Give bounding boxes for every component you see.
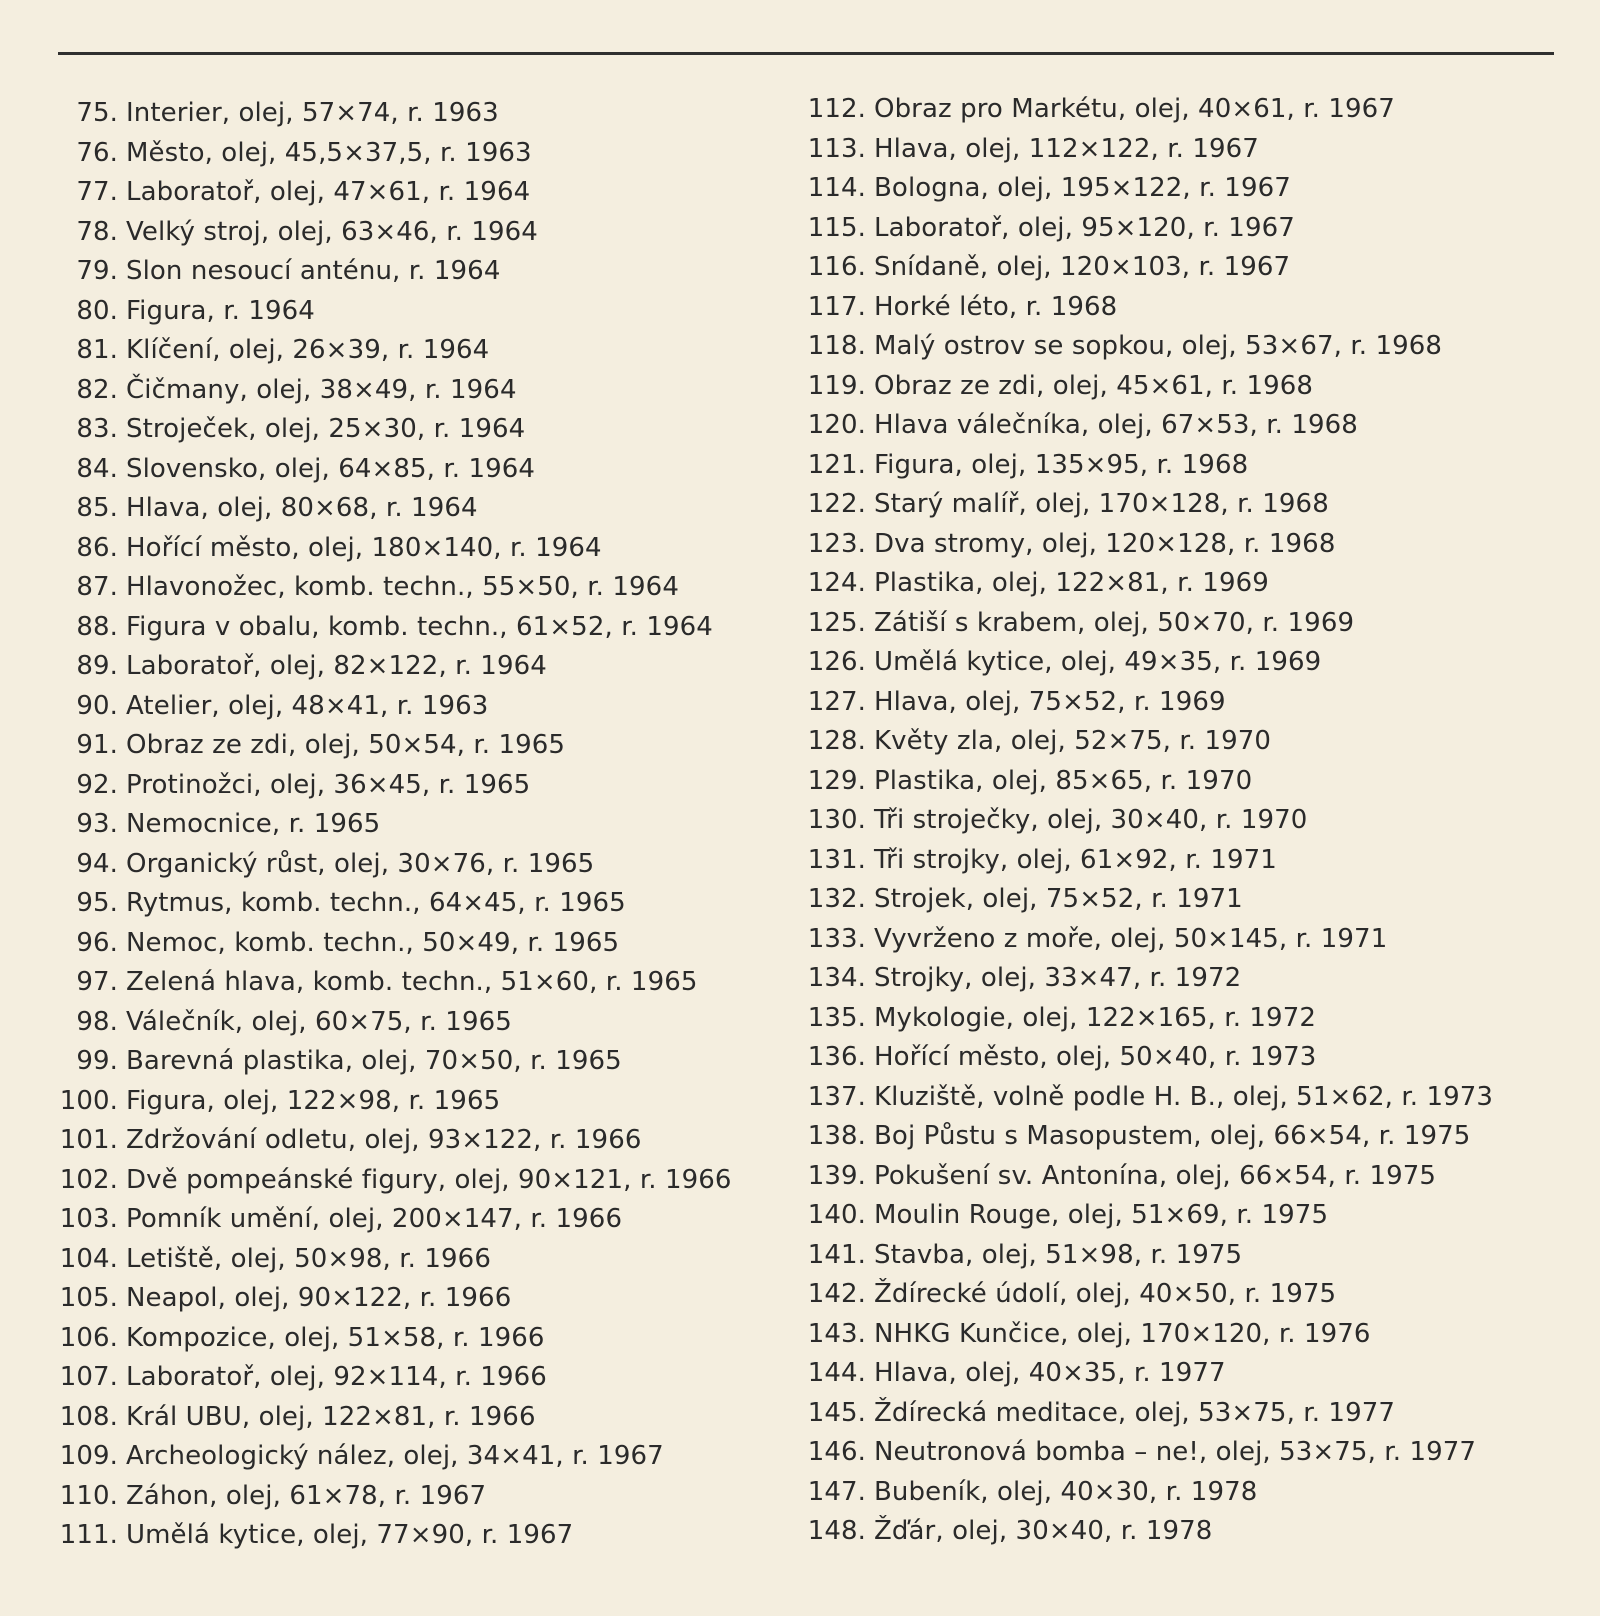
entry-number: 148. [807, 1516, 866, 1546]
entry-text: Strojek, olej, 75×52, r. 1971 [874, 884, 1243, 914]
entry-number: 135. [807, 1002, 866, 1033]
catalog-entry [790, 1354, 1550, 1394]
entry-text: Nemoc, komb. techn., 50×49, r. 1965 [126, 927, 620, 958]
entry-text: Snídaně, olej, 120×103, r. 1967 [874, 252, 1291, 282]
entry-text: Archeologický nález, olej, 34×41, r. 1967 [126, 1441, 664, 1471]
entry-number: 112. [807, 94, 866, 124]
entry-number: 102. [59, 1164, 118, 1195]
catalog-entry [790, 604, 1550, 644]
right-column [790, 90, 1550, 1552]
entry-text: Hlava, olej, 112×122, r. 1967 [874, 133, 1259, 164]
entry-number: 93. [76, 809, 118, 839]
catalog-entry [58, 884, 798, 924]
catalog-entry [790, 209, 1550, 249]
entry-text: Barevná plastika, olej, 70×50, r. 1965 [126, 1046, 622, 1076]
catalog-entry [58, 410, 798, 450]
entry-number: 108. [59, 1401, 118, 1432]
entry-text: NHKG Kunčice, olej, 170×120, r. 1976 [874, 1318, 1371, 1349]
entry-number: 79. [76, 256, 118, 286]
entry-number: 116. [807, 252, 866, 282]
entry-text: Bubeník, olej, 40×30, r. 1978 [874, 1476, 1258, 1507]
entry-text: Kluziště, volně podle H. B., olej, 51×62, r. 1973 [874, 1081, 1494, 1112]
entry-number: 128. [807, 726, 866, 756]
catalog-entry [790, 1315, 1550, 1355]
entry-number: 145. [807, 1397, 866, 1428]
entry-text: Pomník umění, olej, 200×147, r. 1966 [126, 1204, 623, 1234]
entry-number: 83. [76, 414, 118, 444]
entry-text: Starý malíř, olej, 170×128, r. 1968 [874, 489, 1329, 519]
entry-number: 104. [59, 1243, 118, 1274]
entry-number: 138. [807, 1121, 866, 1151]
entry-text: Laboratoř, olej, 92×114, r. 1966 [126, 1362, 547, 1392]
entry-text: Král UBU, olej, 122×81, r. 1966 [126, 1401, 536, 1432]
entry-text: Plastika, olej, 85×65, r. 1970 [874, 765, 1253, 796]
catalog-entry [58, 1319, 798, 1359]
entry-number: 122. [807, 489, 866, 519]
entry-number: 95. [76, 888, 118, 918]
entry-text: Klíčení, olej, 26×39, r. 1964 [126, 335, 490, 365]
entry-text: Květy zla, olej, 52×75, r. 1970 [874, 726, 1272, 756]
entry-number: 137. [807, 1081, 866, 1112]
catalog-entry [790, 762, 1550, 802]
catalog-entry [790, 801, 1550, 841]
catalog-entry [790, 1394, 1550, 1434]
catalog-entry [790, 525, 1550, 565]
catalog-entry [790, 999, 1550, 1039]
entry-text: Záhon, olej, 61×78, r. 1967 [126, 1480, 487, 1511]
entry-number: 85. [76, 493, 118, 523]
entry-text: Letiště, olej, 50×98, r. 1966 [126, 1243, 491, 1274]
entry-number: 90. [76, 690, 118, 721]
entry-text: Žďár, olej, 30×40, r. 1978 [874, 1516, 1213, 1546]
entry-number: 81. [76, 335, 118, 365]
catalog-entry [790, 1275, 1550, 1315]
entry-number: 75. [76, 98, 118, 128]
catalog-entry [790, 1473, 1550, 1513]
entry-number: 87. [76, 572, 118, 602]
entry-number: 98. [76, 1006, 118, 1037]
entry-text: Laboratoř, olej, 82×122, r. 1964 [126, 651, 547, 681]
entry-text: Organický růst, olej, 30×76, r. 1965 [126, 848, 595, 879]
left-column [58, 94, 798, 1556]
entry-text: Slon nesoucí anténu, r. 1964 [126, 256, 501, 286]
entry-text: Bologna, olej, 195×122, r. 1967 [874, 173, 1291, 203]
entry-number: 123. [807, 528, 866, 559]
entry-number: 113. [807, 133, 866, 164]
entry-text: Ždírecká meditace, olej, 53×75, r. 1977 [874, 1397, 1396, 1428]
entry-number: 140. [807, 1200, 866, 1230]
entry-text: Boj Půstu s Masopustem, olej, 66×54, r. 1975 [874, 1121, 1471, 1151]
entry-text: Velký stroj, olej, 63×46, r. 1964 [126, 216, 538, 247]
entry-number: 88. [76, 611, 118, 642]
catalog-entry [58, 1003, 798, 1043]
catalog-entry [58, 963, 798, 1003]
catalog-entry [58, 1121, 798, 1161]
catalog-entry [58, 845, 798, 885]
entry-number: 118. [807, 331, 866, 361]
entry-number: 142. [807, 1279, 866, 1309]
entry-number: 115. [807, 212, 866, 243]
entry-text: Horké léto, r. 1968 [874, 291, 1118, 322]
catalog-entry [790, 446, 1550, 486]
entry-number: 117. [807, 291, 866, 322]
entry-text: Dva stromy, olej, 120×128, r. 1968 [874, 528, 1336, 559]
catalog-entry [58, 924, 798, 964]
entry-text: Rytmus, komb. techn., 64×45, r. 1965 [126, 888, 626, 918]
entry-number: 101. [59, 1125, 118, 1155]
catalog-entry [58, 1477, 798, 1517]
catalog-entry [58, 568, 798, 608]
catalog-entry [790, 959, 1550, 999]
entry-text: Figura v obalu, komb. techn., 61×52, r. 1964 [126, 611, 713, 642]
catalog-entry [790, 1038, 1550, 1078]
entry-number: 96. [76, 927, 118, 958]
entry-number: 97. [76, 967, 118, 997]
entry-number: 121. [807, 449, 866, 480]
catalog-entry [790, 1512, 1550, 1552]
top-rule [58, 52, 1554, 55]
entry-text: Slovensko, olej, 64×85, r. 1964 [126, 453, 536, 484]
entry-number: 132. [807, 884, 866, 914]
entry-text: Neapol, olej, 90×122, r. 1966 [126, 1283, 512, 1313]
entry-number: 120. [807, 410, 866, 440]
catalog-entry [58, 173, 798, 213]
entry-text: Čičmany, olej, 38×49, r. 1964 [126, 374, 517, 405]
catalog-entry [58, 805, 798, 845]
entry-text: Laboratoř, olej, 47×61, r. 1964 [126, 177, 531, 207]
catalog-entry [58, 450, 798, 490]
catalog-entry [58, 1082, 798, 1122]
entry-number: 89. [76, 651, 118, 681]
entry-text: Hlava, olej, 75×52, r. 1969 [874, 686, 1226, 717]
entry-number: 144. [807, 1358, 866, 1388]
entry-number: 99. [76, 1046, 118, 1076]
catalog-entry [58, 1516, 798, 1556]
entry-number: 124. [807, 568, 866, 598]
entry-number: 125. [807, 607, 866, 638]
catalog-entry [58, 371, 798, 411]
catalog-entry [58, 1200, 798, 1240]
entry-number: 133. [807, 923, 866, 954]
entry-text: Neutronová bomba – ne!, olej, 53×75, r. 1977 [874, 1437, 1477, 1467]
entry-text: Zátiší s krabem, olej, 50×70, r. 1969 [874, 607, 1355, 638]
entry-number: 106. [59, 1322, 118, 1353]
entry-number: 94. [76, 848, 118, 879]
catalog-entry [790, 1433, 1550, 1473]
entry-text: Dvě pompeánské figury, olej, 90×121, r. 1966 [126, 1164, 732, 1195]
entry-text: Pokušení sv. Antonína, olej, 66×54, r. 1975 [874, 1160, 1437, 1191]
entry-number: 100. [59, 1085, 118, 1116]
entry-text: Plastika, olej, 122×81, r. 1969 [874, 568, 1269, 598]
catalog-entry [790, 1157, 1550, 1197]
catalog-entry [58, 1358, 798, 1398]
catalog-entry [790, 130, 1550, 170]
entry-text: Válečník, olej, 60×75, r. 1965 [126, 1006, 512, 1037]
entry-text: Laboratoř, olej, 95×120, r. 1967 [874, 212, 1295, 243]
entry-number: 110. [59, 1480, 118, 1511]
entry-number: 136. [807, 1042, 866, 1072]
entry-number: 80. [76, 295, 118, 326]
catalog-entry [790, 1236, 1550, 1276]
catalog-entry [790, 406, 1550, 446]
entry-text: Obraz ze zdi, olej, 45×61, r. 1968 [874, 370, 1314, 401]
entry-text: Ždírecké údolí, olej, 40×50, r. 1975 [874, 1279, 1337, 1309]
entry-number: 105. [59, 1283, 118, 1313]
entry-text: Vyvrženo z moře, olej, 50×145, r. 1971 [874, 923, 1388, 954]
catalog-entry [58, 94, 798, 134]
entry-number: 134. [807, 963, 866, 993]
entry-number: 84. [76, 453, 118, 484]
catalog-entry [790, 880, 1550, 920]
catalog-entry [58, 608, 798, 648]
entry-number: 126. [807, 647, 866, 677]
entry-text: Tři strojky, olej, 61×92, r. 1971 [874, 844, 1277, 875]
entry-number: 146. [807, 1437, 866, 1467]
entry-number: 107. [59, 1362, 118, 1392]
entry-number: 143. [807, 1318, 866, 1349]
entry-number: 111. [59, 1520, 118, 1550]
entry-text: Stroječek, olej, 25×30, r. 1964 [126, 414, 526, 444]
catalog-entry [58, 331, 798, 371]
catalog-entry [58, 292, 798, 332]
catalog-entry [790, 327, 1550, 367]
catalog-entry [790, 643, 1550, 683]
catalog-entry [58, 1437, 798, 1477]
entry-text: Figura, r. 1964 [126, 295, 315, 326]
entry-number: 103. [59, 1204, 118, 1234]
entry-number: 147. [807, 1476, 866, 1507]
entry-number: 131. [807, 844, 866, 875]
entry-text: Nemocnice, r. 1965 [126, 809, 381, 839]
entry-text: Zdržování odletu, olej, 93×122, r. 1966 [126, 1125, 642, 1155]
entry-number: 78. [76, 216, 118, 247]
entry-text: Figura, olej, 122×98, r. 1965 [126, 1085, 501, 1116]
catalog-entry [58, 1240, 798, 1280]
entry-text: Stavba, olej, 51×98, r. 1975 [874, 1239, 1243, 1270]
entry-number: 119. [807, 370, 866, 401]
entry-number: 127. [807, 686, 866, 717]
catalog-entry [58, 1279, 798, 1319]
entry-number: 114. [807, 173, 866, 203]
entry-text: Hlavonožec, komb. techn., 55×50, r. 1964 [126, 572, 679, 602]
entry-number: 77. [76, 177, 118, 207]
catalog-entry [790, 920, 1550, 960]
entry-text: Moulin Rouge, olej, 51×69, r. 1975 [874, 1200, 1329, 1230]
catalog-entry [58, 726, 798, 766]
catalog-entry [790, 1196, 1550, 1236]
entry-number: 130. [807, 805, 866, 835]
catalog-entry [58, 213, 798, 253]
entry-number: 91. [76, 730, 118, 760]
catalog-entry [790, 1117, 1550, 1157]
catalog-entry [790, 367, 1550, 407]
entry-text: Mykologie, olej, 122×165, r. 1972 [874, 1002, 1316, 1033]
catalog-entry [58, 1398, 798, 1438]
catalog-entry [790, 485, 1550, 525]
entry-text: Zelená hlava, komb. techn., 51×60, r. 1965 [126, 967, 698, 997]
entry-text: Protinožci, olej, 36×45, r. 1965 [126, 769, 531, 800]
catalog-entry [790, 683, 1550, 723]
entry-text: Hlava válečníka, olej, 67×53, r. 1968 [874, 410, 1358, 440]
entry-number: 141. [807, 1239, 866, 1270]
entry-number: 139. [807, 1160, 866, 1191]
entry-text: Hlava, olej, 40×35, r. 1977 [874, 1358, 1226, 1388]
catalog-entry [790, 841, 1550, 881]
entry-number: 76. [76, 137, 118, 168]
entry-text: Umělá kytice, olej, 77×90, r. 1967 [126, 1520, 574, 1550]
entry-text: Malý ostrov se sopkou, olej, 53×67, r. 1968 [874, 331, 1443, 361]
catalog-entry [58, 687, 798, 727]
catalog-entry [58, 766, 798, 806]
entry-text: Kompozice, olej, 51×58, r. 1966 [126, 1322, 545, 1353]
entry-text: Hlava, olej, 80×68, r. 1964 [126, 493, 478, 523]
catalog-entry [790, 90, 1550, 130]
entry-number: 92. [76, 769, 118, 800]
entry-text: Hořící město, olej, 180×140, r. 1964 [126, 532, 602, 563]
entry-text: Tři stroječky, olej, 30×40, r. 1970 [874, 805, 1308, 835]
entry-text: Umělá kytice, olej, 49×35, r. 1969 [874, 647, 1322, 677]
entry-text: Strojky, olej, 33×47, r. 1972 [874, 963, 1242, 993]
catalog-entry [58, 489, 798, 529]
entry-number: 82. [76, 374, 118, 405]
entry-text: Obraz ze zdi, olej, 50×54, r. 1965 [126, 730, 566, 760]
catalog-entry [58, 134, 798, 174]
catalog-entry [790, 722, 1550, 762]
catalog-entry [790, 1078, 1550, 1118]
entry-text: Interier, olej, 57×74, r. 1963 [126, 98, 499, 128]
catalog-entry [790, 288, 1550, 328]
entry-text: Obraz pro Markétu, olej, 40×61, r. 1967 [874, 94, 1395, 124]
catalog-entry [790, 248, 1550, 288]
catalog-entry [790, 169, 1550, 209]
entry-text: Atelier, olej, 48×41, r. 1963 [126, 690, 489, 721]
entry-number: 129. [807, 765, 866, 796]
catalog-entry [58, 252, 798, 292]
catalog-entry [58, 1042, 798, 1082]
entry-text: Město, olej, 45,5×37,5, r. 1963 [126, 137, 532, 168]
catalog-entry [58, 1161, 798, 1201]
entry-text: Figura, olej, 135×95, r. 1968 [874, 449, 1249, 480]
catalog-entry [790, 564, 1550, 604]
entry-number: 109. [59, 1441, 118, 1471]
entry-number: 86. [76, 532, 118, 563]
catalog-entry [58, 529, 798, 569]
entry-text: Hořící město, olej, 50×40, r. 1973 [874, 1042, 1317, 1072]
catalog-entry [58, 647, 798, 687]
